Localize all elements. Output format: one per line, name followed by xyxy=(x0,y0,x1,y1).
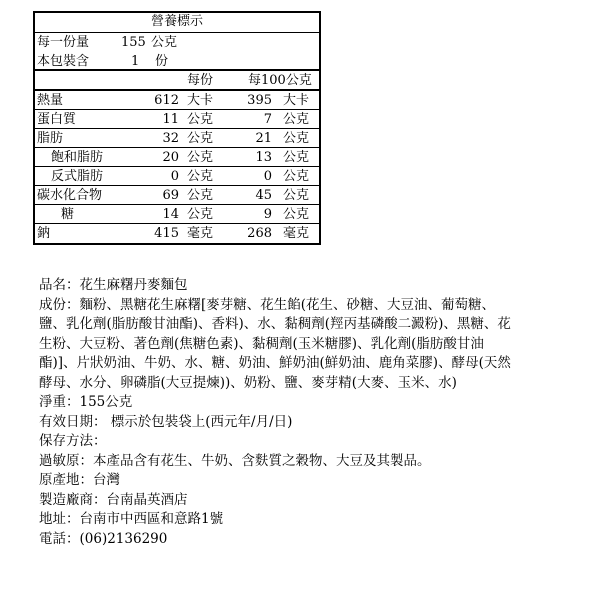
nutrient-row xyxy=(35,148,319,167)
nutrient-name: 糖 xyxy=(61,207,75,222)
per-serving-unit: 大卡 xyxy=(187,93,214,108)
nutrition-title: 營養標示 xyxy=(150,14,203,29)
per-100g-unit: 大卡 xyxy=(283,93,310,108)
servings-per-package-row xyxy=(35,52,319,71)
nutrient-name: 蛋白質 xyxy=(37,112,77,127)
nutrient-name: 脂肪 xyxy=(37,131,64,146)
nutrient-row xyxy=(35,129,319,148)
per-100g-unit: 公克 xyxy=(283,188,310,203)
per-100g-unit: 毫克 xyxy=(283,226,310,241)
nutrient-name: 反式脂肪 xyxy=(51,169,104,184)
nutrient-rows xyxy=(35,91,319,243)
per-serving-unit: 公克 xyxy=(187,188,214,203)
address: 地址：台南市中西區和意路1號 xyxy=(39,511,224,527)
nutrient-row xyxy=(35,205,319,224)
per-serving-unit: 公克 xyxy=(187,112,214,127)
nutrient-name: 鈉 xyxy=(37,226,51,241)
per-serving-unit: 毫克 xyxy=(187,226,214,241)
per-100g-value: 7 xyxy=(263,112,272,127)
per-serving-value: 20 xyxy=(162,150,179,165)
col-per-100g-header: 每100公克 xyxy=(248,73,312,88)
nutrient-row xyxy=(35,91,319,110)
expiry-date: 有效日期： 標示於包裝袋上(西元年/月/日) xyxy=(39,413,293,430)
per-100g-value: 13 xyxy=(255,150,272,165)
origin: 原產地：台灣 xyxy=(39,472,120,488)
per-100g-value: 9 xyxy=(263,207,272,222)
per-100g-value: 45 xyxy=(255,188,272,203)
per-serving-unit: 公克 xyxy=(187,131,214,146)
nutrition-facts-table xyxy=(33,11,321,245)
nutrient-row xyxy=(35,167,319,186)
per-100g-value: 395 xyxy=(247,93,272,108)
allergen-info: 過敏原：本產品含有花生、牛奶、含麩質之穀物、大豆及其製品。 xyxy=(39,452,431,469)
per-serving-unit: 公克 xyxy=(187,150,214,165)
per-100g-value: 0 xyxy=(263,169,272,184)
nutrient-row xyxy=(35,224,319,243)
ingredients: 成份：麵粉、黑糖花生麻糬[麥芽糖、花生餡(花生、砂糖、大豆油、葡萄糖、鹽、乳化劑(脂肪酸甘油酯)、香料)、水、黏稠劑(羥丙基磷酸二澱粉)、黑糖、花生粉、大豆粉、著色劑(焦糖色素)、黏稠劑(玉米糖膠)、乳化劑(脂肪酸甘油酯)]、片狀奶油、牛奶、水、糖、奶油、鮮奶油(鮮奶油、鹿角菜膠)、酵母(天然酵母、水分、卵磷脂(大豆提煉))、奶粉、鹽、麥芽精(大麥、玉米、水) xyxy=(39,296,511,391)
serving-size-row xyxy=(35,33,319,52)
per-serving-value: 32 xyxy=(162,131,179,146)
manufacturer: 製造廠商：台南晶英酒店 xyxy=(39,491,188,508)
net-weight: 淨重：155公克 xyxy=(39,394,133,410)
per-100g-value: 268 xyxy=(247,226,272,241)
column-header-row xyxy=(35,71,319,91)
servings-label: 本包裝含 xyxy=(37,54,90,69)
per-100g-unit: 公克 xyxy=(283,131,310,146)
per-100g-unit: 公克 xyxy=(283,207,310,222)
nutrient-name: 碳水化合物 xyxy=(37,188,103,203)
nutrient-name: 熱量 xyxy=(37,93,64,108)
nutrient-row xyxy=(35,186,319,205)
per-serving-value: 415 xyxy=(154,226,179,241)
nutrient-row xyxy=(35,110,319,129)
product-info xyxy=(39,276,519,549)
per-100g-unit: 公克 xyxy=(283,169,310,184)
serving-size-value: 155 xyxy=(121,35,146,50)
per-100g-unit: 公克 xyxy=(283,150,310,165)
per-serving-value: 0 xyxy=(170,169,179,184)
per-serving-value: 14 xyxy=(162,207,179,222)
per-100g-unit: 公克 xyxy=(283,112,310,127)
per-serving-unit: 公克 xyxy=(187,207,214,222)
per-serving-value: 69 xyxy=(162,188,179,203)
serving-size-label: 每一份量 xyxy=(37,35,90,50)
per-serving-value: 11 xyxy=(162,112,179,127)
nutrition-title-row xyxy=(35,13,319,33)
per-serving-value: 612 xyxy=(154,93,179,108)
servings-unit: 份 xyxy=(155,54,169,69)
serving-size-unit: 公克 xyxy=(151,35,178,50)
servings-value: 1 xyxy=(131,54,140,69)
nutrient-name: 飽和脂肪 xyxy=(51,150,104,165)
product-name: 品名：花生麻糬丹麥麵包 xyxy=(39,277,188,293)
per-100g-value: 21 xyxy=(255,131,272,146)
storage-method: 保存方法： xyxy=(39,433,107,449)
col-per-serving-header: 每份 xyxy=(187,73,214,88)
phone: 電話：(06)2136290 xyxy=(39,530,168,547)
per-serving-unit: 公克 xyxy=(187,169,214,184)
